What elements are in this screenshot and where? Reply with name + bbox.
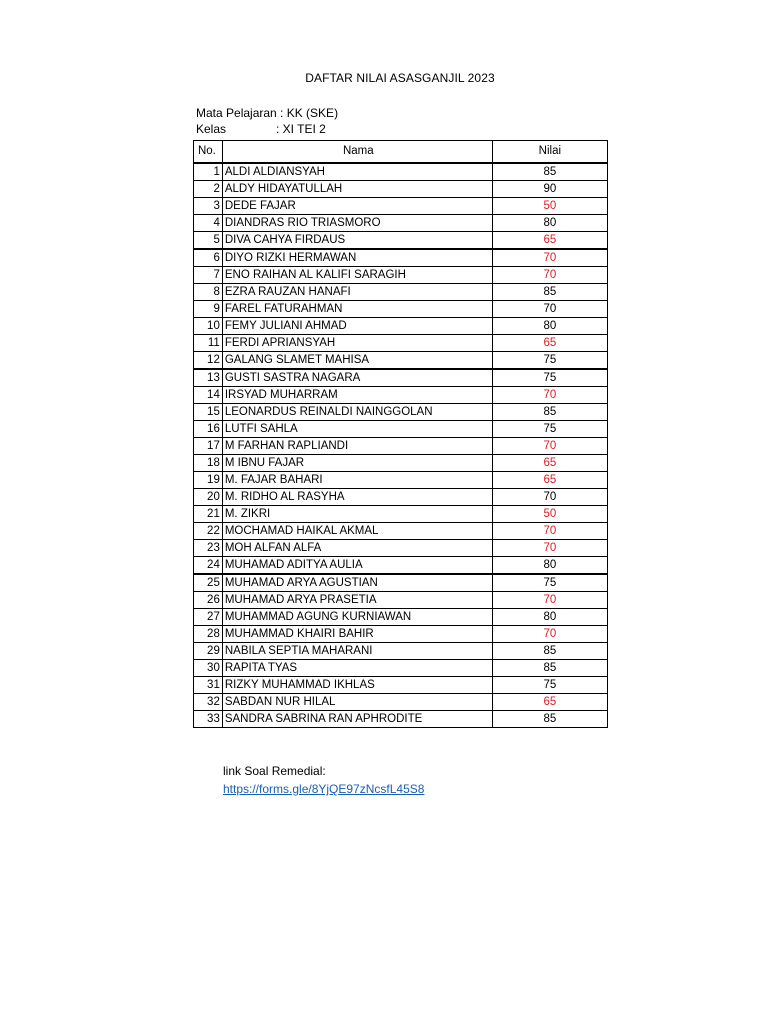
- table-row: [194, 267, 608, 284]
- header-row: [194, 141, 608, 164]
- student-name: FERDI APRIANSYAH: [222, 335, 492, 352]
- row-number: 15: [194, 404, 223, 421]
- student-score: 70: [492, 249, 607, 267]
- row-number: 6: [194, 249, 223, 267]
- header-score: Nilai: [492, 141, 607, 164]
- student-score: 70: [492, 489, 607, 506]
- row-number: 29: [194, 643, 223, 660]
- table-row: [194, 711, 608, 728]
- row-number: 12: [194, 352, 223, 370]
- student-score: 50: [492, 506, 607, 523]
- student-score: 85: [492, 711, 607, 728]
- student-name: MUHAMMAD KHAIRI BAHIR: [222, 626, 492, 643]
- document-title: DAFTAR NILAI ASASGANJIL 2023: [305, 71, 495, 85]
- table-row: [194, 455, 608, 472]
- table-row: [194, 557, 608, 575]
- table-row: [194, 609, 608, 626]
- table-row: [194, 660, 608, 677]
- row-number: 30: [194, 660, 223, 677]
- student-name: GUSTI SASTRA NAGARA: [222, 369, 492, 387]
- row-number: 16: [194, 421, 223, 438]
- table-row: [194, 489, 608, 506]
- student-score: 85: [492, 284, 607, 301]
- student-name: EZRA RAUZAN HANAFI: [222, 284, 492, 301]
- class-line: [196, 122, 326, 136]
- student-score: 75: [492, 421, 607, 438]
- student-name: MUHAMAD ARYA AGUSTIAN: [222, 574, 492, 592]
- student-name: M IBNU FAJAR: [222, 455, 492, 472]
- student-name: SABDAN NUR HILAL: [222, 694, 492, 711]
- student-name: FEMY JULIANI AHMAD: [222, 318, 492, 335]
- student-name: M FARHAN RAPLIANDI: [222, 438, 492, 455]
- table-row: [194, 574, 608, 592]
- row-number: 23: [194, 540, 223, 557]
- table-row: [194, 404, 608, 421]
- table-row: [194, 232, 608, 250]
- row-number: 24: [194, 557, 223, 575]
- student-name: IRSYAD MUHARRAM: [222, 387, 492, 404]
- student-score: 50: [492, 198, 607, 215]
- student-name: M. ZIKRI: [222, 506, 492, 523]
- table-row: [194, 181, 608, 198]
- row-number: 31: [194, 677, 223, 694]
- row-number: 25: [194, 574, 223, 592]
- student-score: 85: [492, 660, 607, 677]
- student-score: 70: [492, 540, 607, 557]
- student-score: 85: [492, 404, 607, 421]
- subject-line: Mata Pelajaran : KK (SKE): [196, 106, 339, 120]
- student-score: 70: [492, 438, 607, 455]
- student-score: 80: [492, 609, 607, 626]
- table-row: [194, 540, 608, 557]
- student-score: 65: [492, 472, 607, 489]
- student-name: RIZKY MUHAMMAD IKHLAS: [222, 677, 492, 694]
- row-number: 33: [194, 711, 223, 728]
- table-row: [194, 387, 608, 404]
- student-score: 65: [492, 455, 607, 472]
- student-score: 75: [492, 574, 607, 592]
- student-score: 75: [492, 369, 607, 387]
- student-score: 70: [492, 387, 607, 404]
- row-number: 4: [194, 215, 223, 232]
- student-name: LEONARDUS REINALDI NAINGGOLAN: [222, 404, 492, 421]
- student-name: ALDI ALDIANSYAH: [222, 163, 492, 181]
- student-score: 70: [492, 267, 607, 284]
- student-name: DIANDRAS RIO TRIASMORO: [222, 215, 492, 232]
- student-score: 75: [492, 352, 607, 370]
- table-row: [194, 421, 608, 438]
- row-number: 9: [194, 301, 223, 318]
- row-number: 22: [194, 523, 223, 540]
- grade-rows: [194, 163, 608, 728]
- table-row: [194, 215, 608, 232]
- table-row: [194, 335, 608, 352]
- table-row: [194, 301, 608, 318]
- header-name: Nama: [222, 141, 492, 164]
- student-score: 80: [492, 318, 607, 335]
- table-row: [194, 352, 608, 370]
- student-name: LUTFI SAHLA: [222, 421, 492, 438]
- remedial-link[interactable]: https://forms.gle/8YjQE97zNcsfL45S8: [223, 782, 425, 796]
- table-row: [194, 523, 608, 540]
- student-name: DIYO RIZKI HERMAWAN: [222, 249, 492, 267]
- row-number: 1: [194, 163, 223, 181]
- row-number: 3: [194, 198, 223, 215]
- student-score: 85: [492, 643, 607, 660]
- student-score: 75: [492, 677, 607, 694]
- student-name: ALDY HIDAYATULLAH: [222, 181, 492, 198]
- student-score: 90: [492, 181, 607, 198]
- row-number: 14: [194, 387, 223, 404]
- row-number: 18: [194, 455, 223, 472]
- row-number: 13: [194, 369, 223, 387]
- table-row: [194, 318, 608, 335]
- remedial-label: link Soal Remedial:: [223, 764, 326, 778]
- student-name: MUHAMMAD AGUNG KURNIAWAN: [222, 609, 492, 626]
- row-number: 26: [194, 592, 223, 609]
- student-score: 70: [492, 592, 607, 609]
- student-score: 85: [492, 163, 607, 181]
- row-number: 11: [194, 335, 223, 352]
- student-score: 70: [492, 626, 607, 643]
- row-number: 20: [194, 489, 223, 506]
- header-no: No.: [194, 141, 223, 164]
- student-name: M. RIDHO AL RASYHA: [222, 489, 492, 506]
- student-score: 80: [492, 215, 607, 232]
- student-name: NABILA SEPTIA MAHARANI: [222, 643, 492, 660]
- student-score: 80: [492, 557, 607, 575]
- student-name: M. FAJAR BAHARI: [222, 472, 492, 489]
- student-score: 65: [492, 232, 607, 250]
- row-number: 19: [194, 472, 223, 489]
- table-row: [194, 249, 608, 267]
- class-label: Kelas: [196, 122, 227, 136]
- table-row: [194, 677, 608, 694]
- table-row: [194, 626, 608, 643]
- student-score: 70: [492, 523, 607, 540]
- row-number: 5: [194, 232, 223, 250]
- table-row: [194, 592, 608, 609]
- table-row: [194, 198, 608, 215]
- table-row: [194, 643, 608, 660]
- student-name: DEDE FAJAR: [222, 198, 492, 215]
- student-name: FAREL FATURAHMAN: [222, 301, 492, 318]
- student-name: SANDRA SABRINA RAN APHRODITE: [222, 711, 492, 728]
- student-name: RAPITA TYAS: [222, 660, 492, 677]
- row-number: 27: [194, 609, 223, 626]
- table-row: [194, 284, 608, 301]
- row-number: 21: [194, 506, 223, 523]
- table-row: [194, 472, 608, 489]
- row-number: 2: [194, 181, 223, 198]
- student-name: GALANG SLAMET MAHISA: [222, 352, 492, 370]
- table-row: [194, 438, 608, 455]
- row-number: 10: [194, 318, 223, 335]
- student-name: DIVA CAHYA FIRDAUS: [222, 232, 492, 250]
- class-value: : XI TEI 2: [276, 122, 326, 136]
- student-name: MOH ALFAN ALFA: [222, 540, 492, 557]
- table-row: [194, 369, 608, 387]
- table-row: [194, 506, 608, 523]
- student-score: 70: [492, 301, 607, 318]
- student-name: ENO RAIHAN AL KALIFI SARAGIH: [222, 267, 492, 284]
- table-row: [194, 694, 608, 711]
- row-number: 7: [194, 267, 223, 284]
- row-number: 8: [194, 284, 223, 301]
- table-row: [194, 163, 608, 181]
- student-score: 65: [492, 335, 607, 352]
- student-name: MUHAMAD ADITYA AULIA: [222, 557, 492, 575]
- student-name: MOCHAMAD HAIKAL AKMAL: [222, 523, 492, 540]
- student-name: MUHAMAD ARYA PRASETIA: [222, 592, 492, 609]
- row-number: 28: [194, 626, 223, 643]
- row-number: 32: [194, 694, 223, 711]
- row-number: 17: [194, 438, 223, 455]
- grades-table: [193, 140, 608, 728]
- student-score: 65: [492, 694, 607, 711]
